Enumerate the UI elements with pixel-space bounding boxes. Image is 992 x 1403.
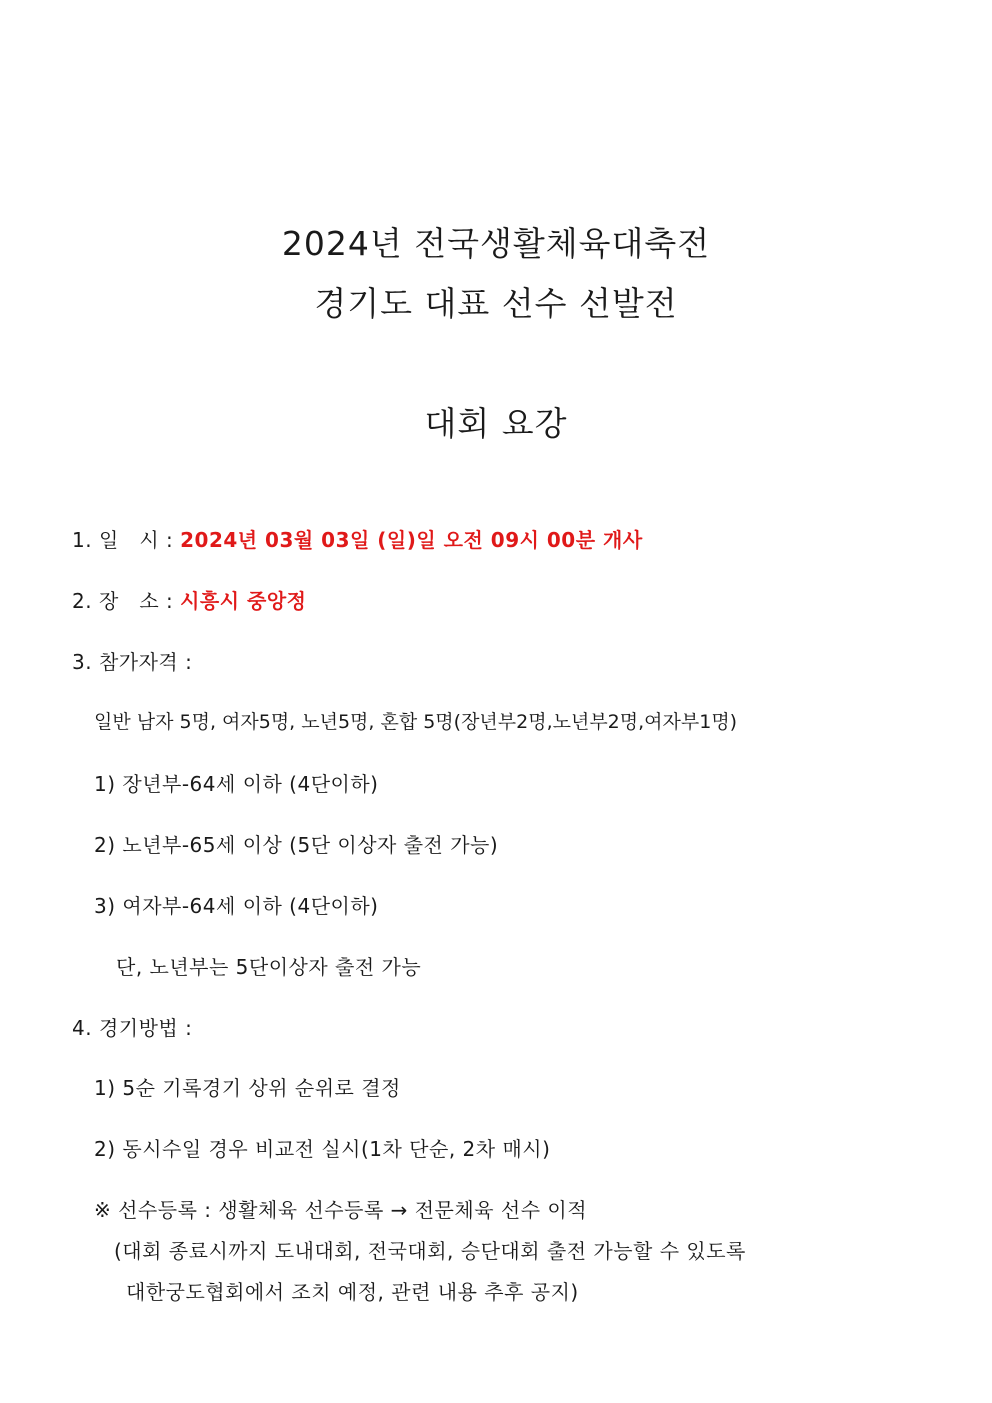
method-sub-1: 1) 5순 기록경기 상위 순위로 결정 — [94, 1076, 401, 1100]
subtitle: 대회 요강 — [424, 404, 568, 443]
eligibility-note: 단, 노년부는 5단이상자 출전 가능 — [116, 955, 422, 979]
registration-detail-1: (대회 종료시까지 도내대회, 전국대회, 승단대회 출전 가능할 수 있도록 — [114, 1239, 746, 1263]
eligibility-sub-1: 1) 장년부-64세 이하 (4단이하) — [94, 772, 379, 796]
eligibility-label: 3. 참가자격 : — [72, 650, 193, 674]
date-value: 2024년 03월 03일 (일)일 오전 09시 00분 개사 — [180, 528, 643, 552]
venue-label: 2. 장 소 : — [72, 589, 181, 613]
venue-value: 시흥시 중앙정 — [180, 589, 307, 613]
eligibility-sub-2: 2) 노년부-65세 이상 (5단 이상자 출전 가능) — [94, 833, 499, 857]
title-line-1: 2024년 전국생활체육대축전 — [281, 224, 711, 263]
method-sub-2: 2) 동시수일 경우 비교전 실시(1차 단순, 2차 매시) — [94, 1137, 551, 1161]
date-label: 1. 일 시 : — [72, 528, 181, 552]
title-line-2: 경기도 대표 선수 선발전 — [314, 284, 678, 323]
registration-note: ※ 선수등록 : 생활체육 선수등록 → 전문체육 선수 이적 — [94, 1198, 588, 1222]
method-label: 4. 경기방법 : — [72, 1016, 193, 1040]
registration-detail-2: 대한궁도협회에서 조치 예정, 관련 내용 추후 공지) — [126, 1280, 579, 1304]
eligibility-sub-3: 3) 여자부-64세 이하 (4단이하) — [94, 894, 379, 918]
date-row — [72, 524, 643, 553]
eligibility-general: 일반 남자 5명, 여자5명, 노년5명, 혼합 5명(장년부2명,노년부2명,여자부1명) — [94, 711, 738, 733]
venue-row — [72, 585, 307, 614]
